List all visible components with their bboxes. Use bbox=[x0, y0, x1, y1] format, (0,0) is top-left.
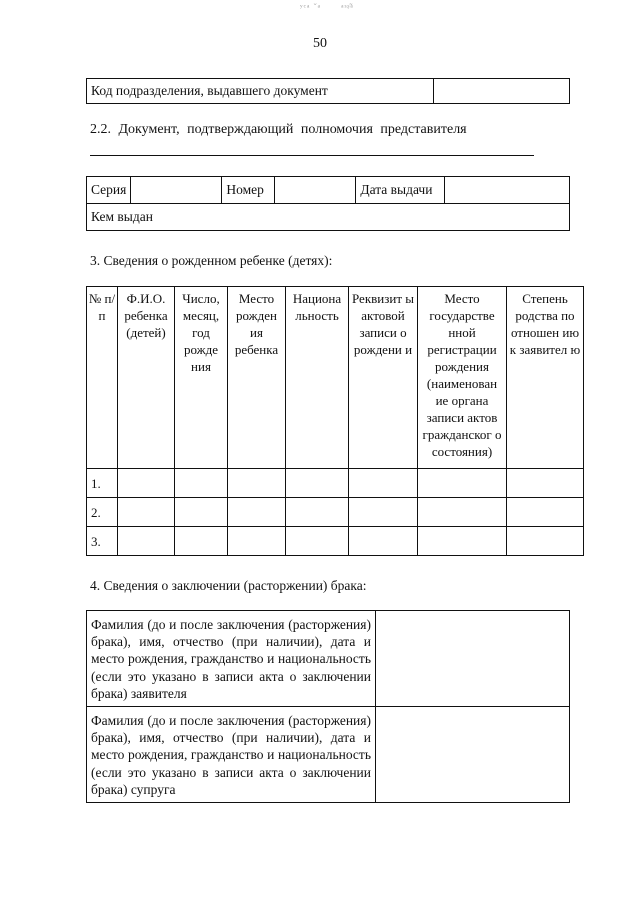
number-label: Номер bbox=[222, 177, 275, 204]
representative-title: 2.2. Документ, подтверждающий полномочия представителя bbox=[90, 122, 467, 137]
page-number: 50 bbox=[313, 36, 327, 51]
cell[interactable] bbox=[507, 527, 584, 556]
cell[interactable] bbox=[349, 469, 418, 498]
number-field[interactable] bbox=[275, 177, 356, 204]
cell[interactable] bbox=[175, 527, 228, 556]
cell[interactable] bbox=[349, 527, 418, 556]
issued-by-label: Кем выдан bbox=[91, 209, 153, 224]
header-registration-place: Место государстве нной регистрации рождения (наименован ие органа записи актов гражданског о состояния) bbox=[418, 287, 507, 469]
cell[interactable] bbox=[118, 469, 175, 498]
header-birth-record: Реквизит ы актовой записи о рождени и bbox=[349, 287, 418, 469]
cell[interactable] bbox=[228, 527, 286, 556]
cell[interactable] bbox=[175, 469, 228, 498]
header-relationship: Степень родства по отношен ию к заявител ю bbox=[507, 287, 584, 469]
cell[interactable] bbox=[175, 498, 228, 527]
applicant-info-label: Фамилия (до и после заключения (расторжения) брака), имя, отчество (при наличии), дата и место рождения, гражданство и национальность (если это указано в записи акта о заключении брака) заявителя bbox=[87, 611, 376, 707]
row-number: 2. bbox=[87, 498, 118, 527]
row-number: 1. bbox=[87, 469, 118, 498]
issued-by-field[interactable] bbox=[87, 204, 570, 231]
division-code-field[interactable] bbox=[434, 79, 570, 104]
cell[interactable] bbox=[349, 498, 418, 527]
division-code-label: Код подразделения, выдавшего документ bbox=[87, 79, 434, 104]
table-row bbox=[87, 498, 584, 527]
cell[interactable] bbox=[286, 498, 349, 527]
issue-date-field[interactable] bbox=[445, 177, 570, 204]
cell[interactable] bbox=[286, 469, 349, 498]
cell[interactable] bbox=[118, 498, 175, 527]
cell[interactable] bbox=[286, 527, 349, 556]
header-birth-place: Место рожден ия ребенка bbox=[228, 287, 286, 469]
cell[interactable] bbox=[118, 527, 175, 556]
children-table bbox=[86, 286, 584, 556]
scan-marks: ʸᶜᵃ ˘ᵃ ᵃˢᶳ̃ᵃ bbox=[300, 2, 354, 12]
cell[interactable] bbox=[507, 469, 584, 498]
applicant-info-field[interactable] bbox=[376, 611, 570, 707]
issue-date-label: Дата выдачи bbox=[356, 177, 445, 204]
cell[interactable] bbox=[418, 498, 507, 527]
header-birth-date: Число, месяц, год рожде ния bbox=[175, 287, 228, 469]
marriage-section-title: 4. Сведения о заключении (расторжении) брака: bbox=[90, 578, 367, 593]
cell[interactable] bbox=[228, 469, 286, 498]
table-row bbox=[87, 527, 584, 556]
spouse-info-label: Фамилия (до и после заключения (расторжения) брака), имя, отчество (при наличии), дата и место рождения, гражданство и национальность (если это указано в записи акта о заключении брака) супруга bbox=[87, 707, 376, 803]
row-number: 3. bbox=[87, 527, 118, 556]
cell[interactable] bbox=[418, 469, 507, 498]
cell[interactable] bbox=[418, 527, 507, 556]
marriage-table bbox=[86, 610, 570, 803]
series-field[interactable] bbox=[131, 177, 222, 204]
representative-document-line[interactable] bbox=[90, 155, 534, 156]
series-label: Серия bbox=[87, 177, 131, 204]
header-number: № п/п bbox=[87, 287, 118, 469]
table-row bbox=[87, 469, 584, 498]
representative-document-table bbox=[86, 176, 570, 231]
spouse-info-field[interactable] bbox=[376, 707, 570, 803]
header-child-name: Ф.И.О. ребенка (детей) bbox=[118, 287, 175, 469]
division-code-table bbox=[86, 78, 570, 104]
cell[interactable] bbox=[228, 498, 286, 527]
children-section-title: 3. Сведения о рожденном ребенке (детях): bbox=[90, 253, 333, 268]
header-nationality: Национа льность bbox=[286, 287, 349, 469]
cell[interactable] bbox=[507, 498, 584, 527]
